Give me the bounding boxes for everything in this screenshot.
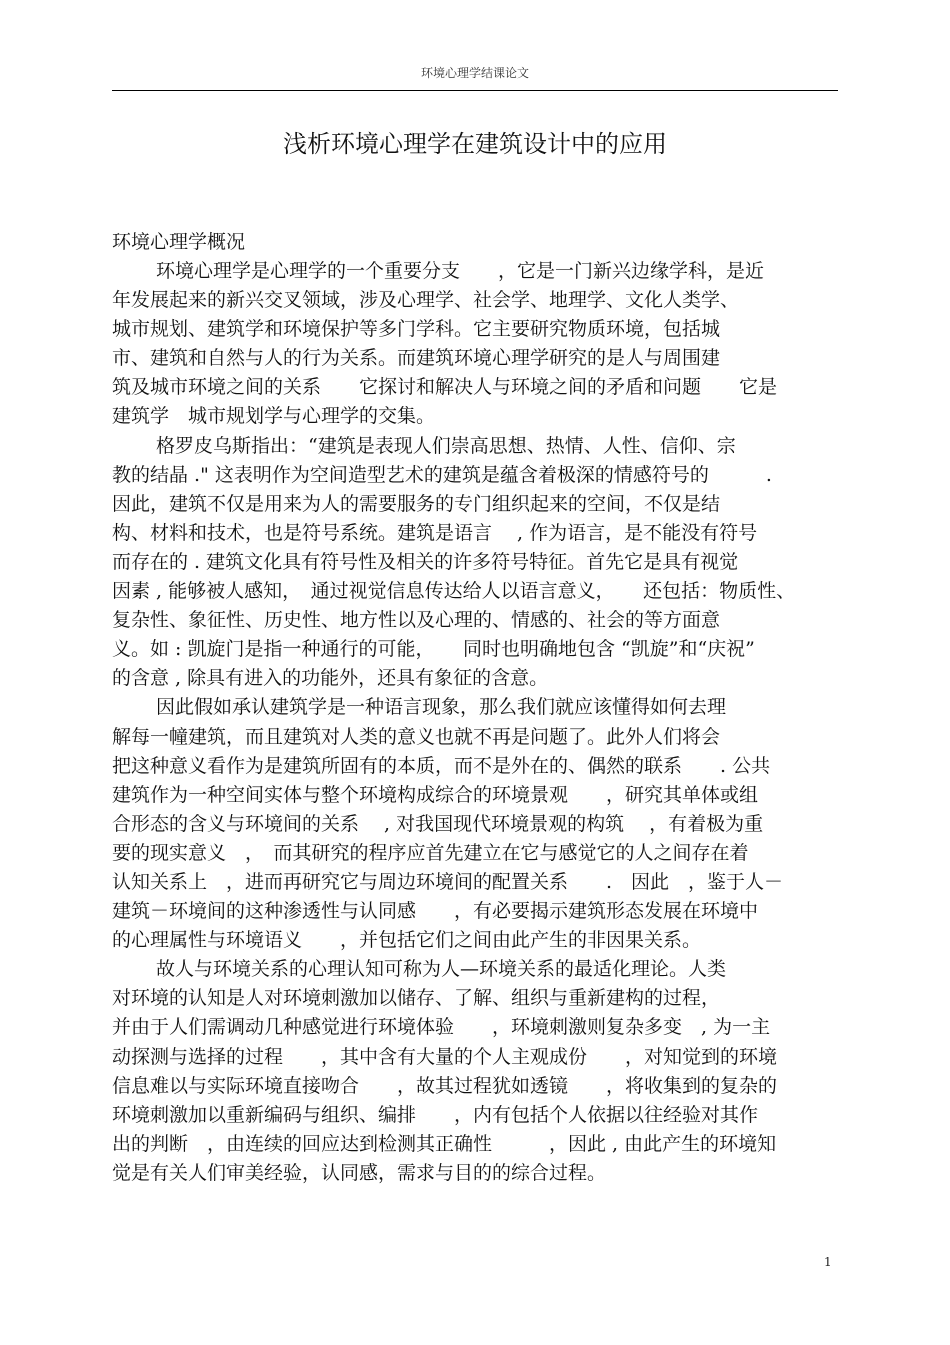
paragraph-line: 觉是有关人们审美经验，认同感，需求与目的的综合过程。 (112, 1161, 607, 1184)
paragraph-line: 因素 , 能够被人感知， 通过视觉信息传达给人以语言意义， 还包括：物质性、 (112, 580, 796, 603)
paragraph-line: 义。如 : 凯旋门是指一种通行的可能， 同时也明确地包含 “凯旋”和“庆祝” (112, 638, 755, 661)
paragraph-2 (112, 432, 838, 694)
paragraph-line: 的含意 , 除具有进入的功能外，还具有象征的含意。 (112, 667, 549, 690)
document-body (112, 228, 838, 1188)
paragraph-line: 解每一幢建筑，而且建筑对人类的意义也就不再是问题了。此外人们将会 (112, 725, 721, 748)
running-header: 环境心理学结课论文 (420, 66, 529, 80)
paragraph-line: 对环境的认知是人对环境刺激加以储存、了解、组织与重新建构的过程， (112, 987, 721, 1010)
paragraph-4 (112, 955, 838, 1188)
paragraph-line: 教的结晶 ." 这表明作为空间造型艺术的建筑是蕴含着极深的情感符号的 . (112, 463, 772, 486)
paragraph-line: 要的现实意义 ， 而其研究的程序应首先建立在它与感觉它的人之间存在着 (112, 841, 749, 864)
paragraph-line: 建筑－环境间的这种渗透性与认同感 ，有必要揭示建筑形态发展在环境中 (112, 900, 759, 923)
page-number: 1 (824, 1255, 832, 1269)
paragraph-line: 建筑作为一种空间实体与整个环境构成综合的环境景观 ，研究其单体或组 (112, 783, 759, 806)
paragraph-line: 格罗皮乌斯指出：“建筑是表现人们崇高思想、热情、人性、信仰、宗 (156, 434, 736, 457)
paragraph-line: 筑及城市环境之间的关系 它探讨和解决人与环境之间的矛盾和问题 它是 (112, 376, 778, 399)
paragraph-line: 出的判断 ，由连续的回应达到检测其正确性 ，因此 , 由此产生的环境知 (112, 1132, 777, 1155)
paragraph-line: 把这种意义看作为是建筑所固有的本质，而不是外在的、偶然的联系 . 公共 (112, 754, 771, 777)
paragraph-line: 动探测与选择的过程 ，其中含有大量的个人主观成份 ，对知觉到的环境 (112, 1045, 778, 1068)
paragraph-line: 复杂性、象征性、历史性、地方性以及心理的、情感的、社会的等方面意 (112, 609, 721, 632)
paragraph-line: 市、建筑和自然与人的行为关系。而建筑环境心理学研究的是人与周围建 (112, 347, 721, 370)
document-title: 浅析环境心理学在建筑设计中的应用 (283, 130, 667, 158)
paragraph-line: 而存在的 . 建筑文化具有符号性及相关的许多符号特征。首先它是具有视觉 (112, 550, 739, 573)
paragraph-line: 构、材料和技术，也是符号系统。建筑是语言 , 作为语言，是不能没有符号 (112, 521, 758, 544)
paragraph-line: 因此假如承认建筑学是一种语言现象，那么我们就应该懂得如何去理 (156, 696, 727, 719)
paragraph-line: 并由于人们需调动几种感觉进行环境体验 ，环境刺激则复杂多变 , 为一主 (112, 1016, 771, 1039)
paragraph-line: 合形态的含义与环境间的关系 , 对我国现代环境景观的构筑 ，有着极为重 (112, 812, 764, 835)
header-divider (112, 90, 838, 91)
paragraph-line: 故人与环境关系的心理认知可称为人—环境关系的最适化理论。人类 (156, 958, 727, 981)
paragraph-line: 的心理属性与环境语义 ，并包括它们之间由此产生的非因果关系。 (112, 929, 702, 952)
paragraph-line: 环境心理学是心理学的一个重要分支 ，它是一门新兴边缘学科，是近 (156, 260, 765, 282)
paragraph-line: 认知关系上 ，进而再研究它与周边环境间的配置关系 . 因此 ，鉴于人－ (112, 870, 784, 893)
paragraph-line: 信息难以与实际环境直接吻合 ，故其过程犹如透镜 ，将收集到的复杂的 (112, 1074, 778, 1097)
paragraph-line: 因此，建筑不仅是用来为人的需要服务的专门组织起来的空间，不仅是结 (112, 492, 721, 515)
paragraph-line: 城市规划、建筑学和环境保护等多门学科。它主要研究物质环境，包括城 (112, 318, 721, 341)
paragraph-3 (112, 693, 838, 955)
section-heading: 环境心理学概况 (112, 231, 246, 253)
paragraph-line: 年发展起来的新兴交叉领域，涉及心理学、社会学、地理学、文化人类学、 (112, 289, 740, 312)
paragraph-line: 环境刺激加以重新编码与组织、编排 ，内有包括个人依据以往经验对其作 (112, 1103, 759, 1126)
paragraph-line: 建筑学 城市规划学与心理学的交集。 (112, 405, 436, 428)
paragraph-1 (112, 257, 838, 432)
